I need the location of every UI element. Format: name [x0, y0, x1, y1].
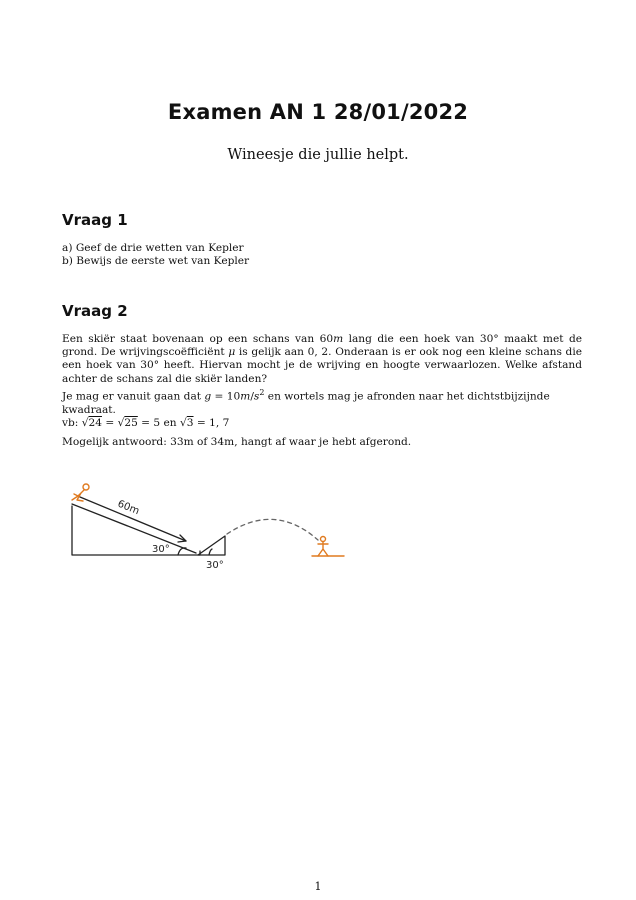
skier-landed-icon [318, 537, 328, 557]
page-title: Examen AN 1 28/01/2022 [167, 100, 469, 124]
angle-label-1: 30° [152, 544, 170, 555]
page-number: 1 [314, 880, 322, 893]
sqrt-example: 24 [88, 416, 102, 429]
q2-text-part: en wortels mag je afronden naar het dichtstbijzijnde kwadraat. [62, 390, 550, 416]
mu-symbol: μ [228, 346, 236, 359]
page-subtitle: Wineesje die jullie helpt. [227, 147, 409, 163]
trajectory [227, 519, 318, 540]
unit-m: m [333, 333, 344, 345]
question-1-heading: Vraag 1 [62, 211, 128, 229]
skier-top-icon [72, 484, 89, 501]
angle-label-2: 30° [206, 560, 224, 571]
question-1-item-a: a) Geef de drie wetten van Kepler [62, 242, 244, 254]
possible-answer: Mogelijk antwoord: 33m of 34m, hangt af waar je hebt afgerond. [62, 436, 412, 448]
question-2-heading: Vraag 2 [62, 302, 128, 320]
q2-text-part: vb: [62, 416, 82, 429]
q2-text-part: en [160, 416, 180, 429]
q2-text-part: lang die een hoek van 30° maakt met de grond. De wrijvingscoëfficiënt [62, 333, 583, 359]
q2-text-part: Een skiër staat bovenaan op een schans van 60 [62, 333, 334, 345]
question-1-item-b: b) Bewijs de eerste wet van Kepler [62, 255, 250, 267]
small-ramp [198, 536, 225, 555]
q2-text-part: is gelijk aan 0, 2. Onderaan is er ook nog een kleine schans die een hoek van 30° heeft. Hiervan mocht je de wrijving en hoogte verwaarlozen. Welke afstand achter de schans zal die skiër landen? [62, 346, 582, 385]
question-2-text: Een skiër staat bovenaan op een schans van 60m lang die een hoek van 30° maakt met de grond. De wrijvingscoëfficiënt μ is gelijk aan 0, 2. Onderaan is er ook nog een kleine schans die een hoek van 30° heeft. Hiervan mocht je de wrijving en hoogte verwaarlozen. Welke afstand achter de schans zal die skiër landen? Je mag er vanuit gaan dat $g = 10m/s^2$ en wortels mag je afronden naar het dichtstbijzijnde kwadraat. vb: √24 = √25 = 5 en √3 = 1, 7 [62, 333, 583, 429]
gravity-formula: g [204, 390, 212, 403]
angle-arc-2 [209, 549, 212, 555]
slope-length-label: 60m [115, 498, 141, 518]
q2-text-part: Je mag er vanuit gaan dat [62, 390, 205, 403]
